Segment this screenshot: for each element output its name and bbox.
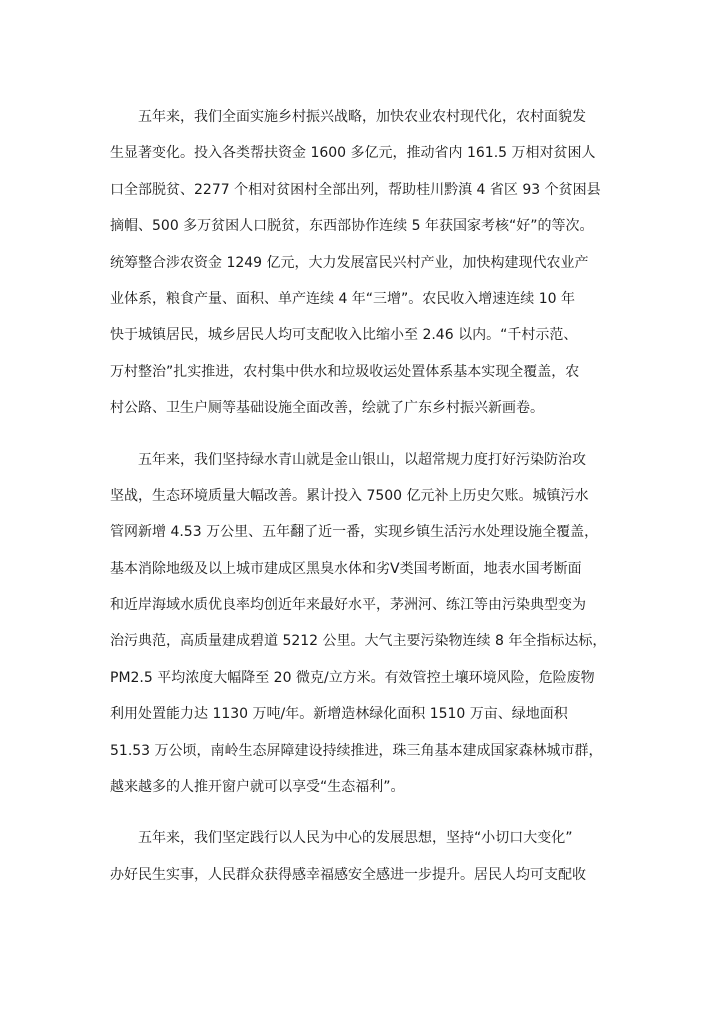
paragraph-livelihood: [110, 820, 620, 893]
text-line: 摘帽、500 多万贫困人口脱贫，东西部协作连续 5 年获国家考核“好”的等次。: [110, 218, 594, 235]
text-line: 办好民生实事，人民群众获得感幸福感安全感进一步提升。居民人均可支配收: [110, 866, 586, 883]
text-line: 统筹整合涉农资金 1249 亿元，大力发展富民兴村产业，加快构建现代农业产: [110, 254, 589, 271]
text-line: 基本消除地级及以上城市建成区黑臭水体和劣Ⅴ类国考断面，地表水国考断面: [110, 560, 582, 577]
text-line: 五年来，我们全面实施乡村振兴战略，加快农业农村现代化，农村面貌发: [138, 109, 586, 125]
text-line: PM2.5 平均浓度大幅降至 20 微克/立方米。有效管控土壤环境风险，危险废物: [110, 669, 595, 686]
text-line: 生显著变化。投入各类帮扶资金 1600 多亿元，推动省内 161.5 万相对贫困人: [110, 145, 596, 162]
text-line: 管网新增 4.53 万公里、五年翻了近一番，实现乡镇生活污水处理设施全覆盖，: [110, 524, 599, 541]
text-line: 村公路、卫生户厕等基础设施全面改善，绘就了广东乡村振兴新画卷。: [110, 400, 544, 417]
text-line: 快于城镇居民，城乡居民人均可支配收入比缩小至 2.46 以内。“千村示范、: [110, 327, 578, 344]
paragraph-ecology: [110, 442, 620, 806]
text-line: 利用处置能力达 1130 万吨/年。新增造林绿化面积 1510 万亩、绿地面积: [110, 706, 568, 723]
text-line: 和近岸海域水质优良率均创近年来最好水平，茅洲河、练江等由污染典型变为: [110, 597, 586, 614]
document-page: [110, 99, 620, 908]
text-line: 万村整治”扎实推进，农村集中供水和垃圾收运处置体系基本实现全覆盖，农: [110, 363, 580, 380]
text-line: 业体系，粮食产量、面积、单产连续 4 年“三增”。农民收入增速连续 10 年: [110, 290, 576, 307]
text-line: 口全部脱贫、2277 个相对贫困村全部出列，帮助桂川黔滇 4 省区 93 个贫困县: [110, 181, 601, 198]
text-line: 坚战，生态环境质量大幅改善。累计投入 7500 亿元补上历史欠账。城镇污水: [110, 487, 589, 504]
text-line: 五年来，我们坚定践行以人民为中心的发展思想，坚持“小切口大变化”: [138, 830, 573, 847]
text-line: 越来越多的人推开窗户就可以享受“生态福利”。: [110, 779, 405, 796]
text-line: 五年来，我们坚持绿水青山就是金山银山，以超常规力度打好污染防治攻: [138, 451, 586, 468]
text-line: 治污典范，高质量建成碧道 5212 公里。大气主要污染物连续 8 年全指标达标，: [110, 633, 607, 650]
text-line: 51.53 万公顷，南岭生态屏障建设持续推进，珠三角基本建成国家森林城市群，: [110, 742, 603, 759]
paragraph-rural-revitalization: [110, 99, 620, 427]
